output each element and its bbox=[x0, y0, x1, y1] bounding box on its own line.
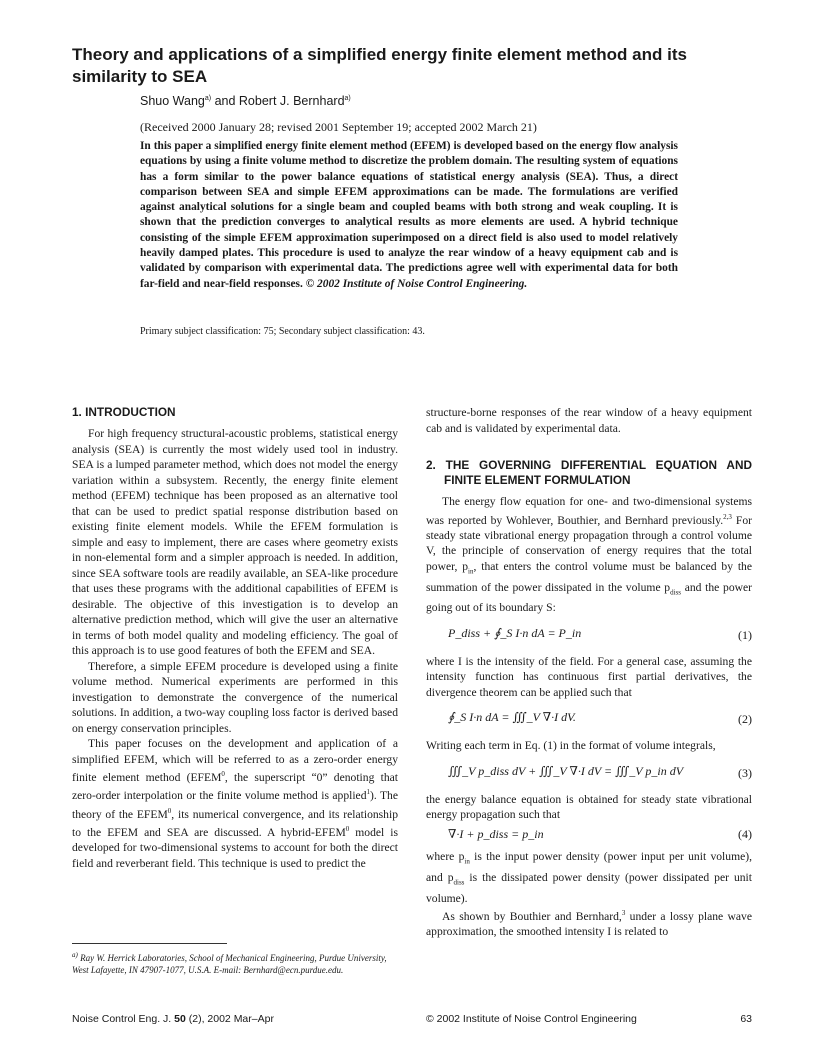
section-2-paragraph-6: As shown by Bouthier and Bernhard,$^3$ under a lossy plane wave approximation, the smoothed intensity I is related to bbox=[426, 909, 752, 939]
abstract-text: In this paper a simplified energy finite element method (EFEM) is developed based on the energy flow analysis equations by using a finite volume method to discretize the problem domain. The resulting system of equations has a form similar to the power balance equations of statistical energy analysis (SEA). Thus, a direct comparison between SEA and simple EFEM approximations can be made. The formulations are verified against analytical solutions for a single beam and coupled beams with both strong and weak coupling. It is shown that the prediction converges to analytical results as more elements are used. A hybrid technique consisting of the simple EFEM approximation superimposed on a direct field is also used to model relatively heavily damped plates. This procedure is used to analyze the rear window of a heavy equipment cab and is validated by comparison with experimental data. The predictions agree well with experimental data for both far-field and near-field responses. bbox=[140, 140, 678, 290]
equation-4-number: (4) bbox=[738, 826, 752, 841]
section-2-paragraph-3: Writing each term in Eq. (1) in the format of volume integrals, bbox=[426, 739, 716, 753]
equation-2 bbox=[426, 700, 752, 738]
equation-4 bbox=[426, 823, 752, 849]
section-2-paragraph-2: where I is the intensity of the field. For a general case, assuming the intensity function has continuous first partial derivatives, the divergence theorem can be applied such that bbox=[426, 654, 752, 699]
equation-1-body: P_diss + ∮_S I·n dA = P_in bbox=[448, 625, 582, 640]
intro-continuation: structure-borne responses of the rear window of a heavy equipment cab and is validated by experimental data. bbox=[426, 406, 752, 435]
author-1: Shuo Wang bbox=[140, 94, 205, 108]
footer-journal: Noise Control Eng. J. 50 (2), 2002 Mar–Apr bbox=[72, 1013, 274, 1025]
author-and: and bbox=[211, 94, 239, 108]
author-2: Robert J. Bernhard bbox=[238, 94, 345, 108]
paper-title: Theory and applications of a simplified energy finite element method and its similarity to SEA bbox=[72, 45, 687, 86]
intro-paragraph-3: This paper focuses on the development and application of a simplified EFEM, which will be referred to as a zero-order energy finite element method (EFEM$^0$, the superscript “0” denoting that zero-order interpolation or the finite volume method is applied$^1$). The theory of the EFEM$^0$, its numerical convergence, and its relationship to the EFEM and SEA are discussed. A hybrid-EFEM$^0$ model is developed for two-dimensional systems to account for both the direct field and reverberant field. This technique is used to predict the bbox=[72, 737, 398, 870]
section-2-paragraph-4: the energy balance equation is obtained for steady state vibrational energy propagation such that bbox=[426, 792, 752, 822]
equation-3 bbox=[426, 754, 752, 792]
abstract bbox=[140, 139, 678, 292]
footer-copyright: © 2002 Institute of Noise Control Engineering bbox=[426, 1013, 637, 1025]
footnote-marker: a) bbox=[72, 951, 78, 959]
equation-3-number: (3) bbox=[738, 765, 752, 780]
equation-3-body: ∭_V p_diss dV + ∭_V ∇·I dV = ∭_V p_in dV bbox=[448, 763, 684, 778]
equation-2-body: ∮_S I·n dA = ∭_V ∇·I dV. bbox=[448, 710, 576, 725]
author-2-affil: a) bbox=[344, 94, 351, 102]
left-column bbox=[72, 405, 398, 871]
author-1-affil: a) bbox=[204, 94, 212, 102]
right-column bbox=[426, 405, 752, 940]
equation-2-number: (2) bbox=[738, 712, 752, 727]
subject-classification: Primary subject classification: 75; Secondary subject classification: 43. bbox=[140, 326, 425, 337]
section-2-paragraph-5: where $p_{in}$ is the input power density (power input per unit volume), and $p_{diss}$ is the dissipated power density (power dissipated per unit volume). bbox=[426, 849, 752, 905]
footnote-text: Ray W. Herrick Laboratories, School of Mechanical Engineering, Purdue University, West Lafayette, IN 47907-1077, U.S.A. E-mail: Bernhard@ecn.purdue.edu. bbox=[72, 953, 387, 975]
equation-1-number: (1) bbox=[738, 627, 752, 642]
intro-paragraph-2: Therefore, a simple EFEM procedure is developed using a finite volume method. Numerical experiments are performed in this investigation to demonstrate the convergence of the numerical solutions. In addition, a two-way coupling loss factor is derived based on energy conservation principles. bbox=[72, 659, 398, 735]
section-2-heading: 2. THE GOVERNING DIFFERENTIAL EQUATION AND FINITE ELEMENT FORMULATION bbox=[426, 458, 752, 487]
author-line bbox=[140, 94, 351, 108]
abstract-copyright: © 2002 Institute of Noise Control Engineering. bbox=[305, 277, 528, 290]
equation-4-body: ∇·I + p_diss = p_in bbox=[448, 826, 544, 841]
footnote-rule bbox=[72, 943, 227, 944]
affiliation-footnote bbox=[72, 949, 398, 976]
intro-paragraph-1: For high frequency structural-acoustic problems, statistical energy analysis (SEA) is currently the most widely used tool in industry. SEA is a lumped parameter method, which does not model the energy variation within a subsystem. Recently, the energy finite element method (EFEM) technique has been proposed as an alternative tool that can be used to predict spatial response distribution based on existing finite element models. While the EFEM formulation is simple and easy to implement, there are cases where geometry exists in non-elemental form and a simpler approach is needed. In addition, since SEA software tools are readily available, an SEA-like procedure that uses these programs with the additional capabilities of EFEM is desirable. The objective of this investigation is to develop an alternative prediction method, which will give the user an alternative in terms of both model quality and modeling efficiency. The goal of this approach is to use good features of both the EFEM and SEA. bbox=[72, 427, 398, 657]
section-2-paragraph-1: The energy flow equation for one- and two-dimensional systems was reported by Wohlever, Bouthier, and Bernhard previously.$^{2,3}$ For steady state vibrational energy propagation through a control volume V, the principle of conservation of energy requires that the total power, $p_{in}$, that enters the control volume must be balanced by the summation of the power dissipated in the volume $p_{diss}$ and the power going out of its boundary S: bbox=[426, 495, 753, 615]
equation-1 bbox=[426, 616, 752, 654]
section-1-heading: 1. INTRODUCTION bbox=[72, 405, 176, 419]
received-dates: (Received 2000 January 28; revised 2001 September 19; accepted 2002 March 21) bbox=[140, 120, 537, 134]
page-number: 63 bbox=[740, 1013, 752, 1025]
